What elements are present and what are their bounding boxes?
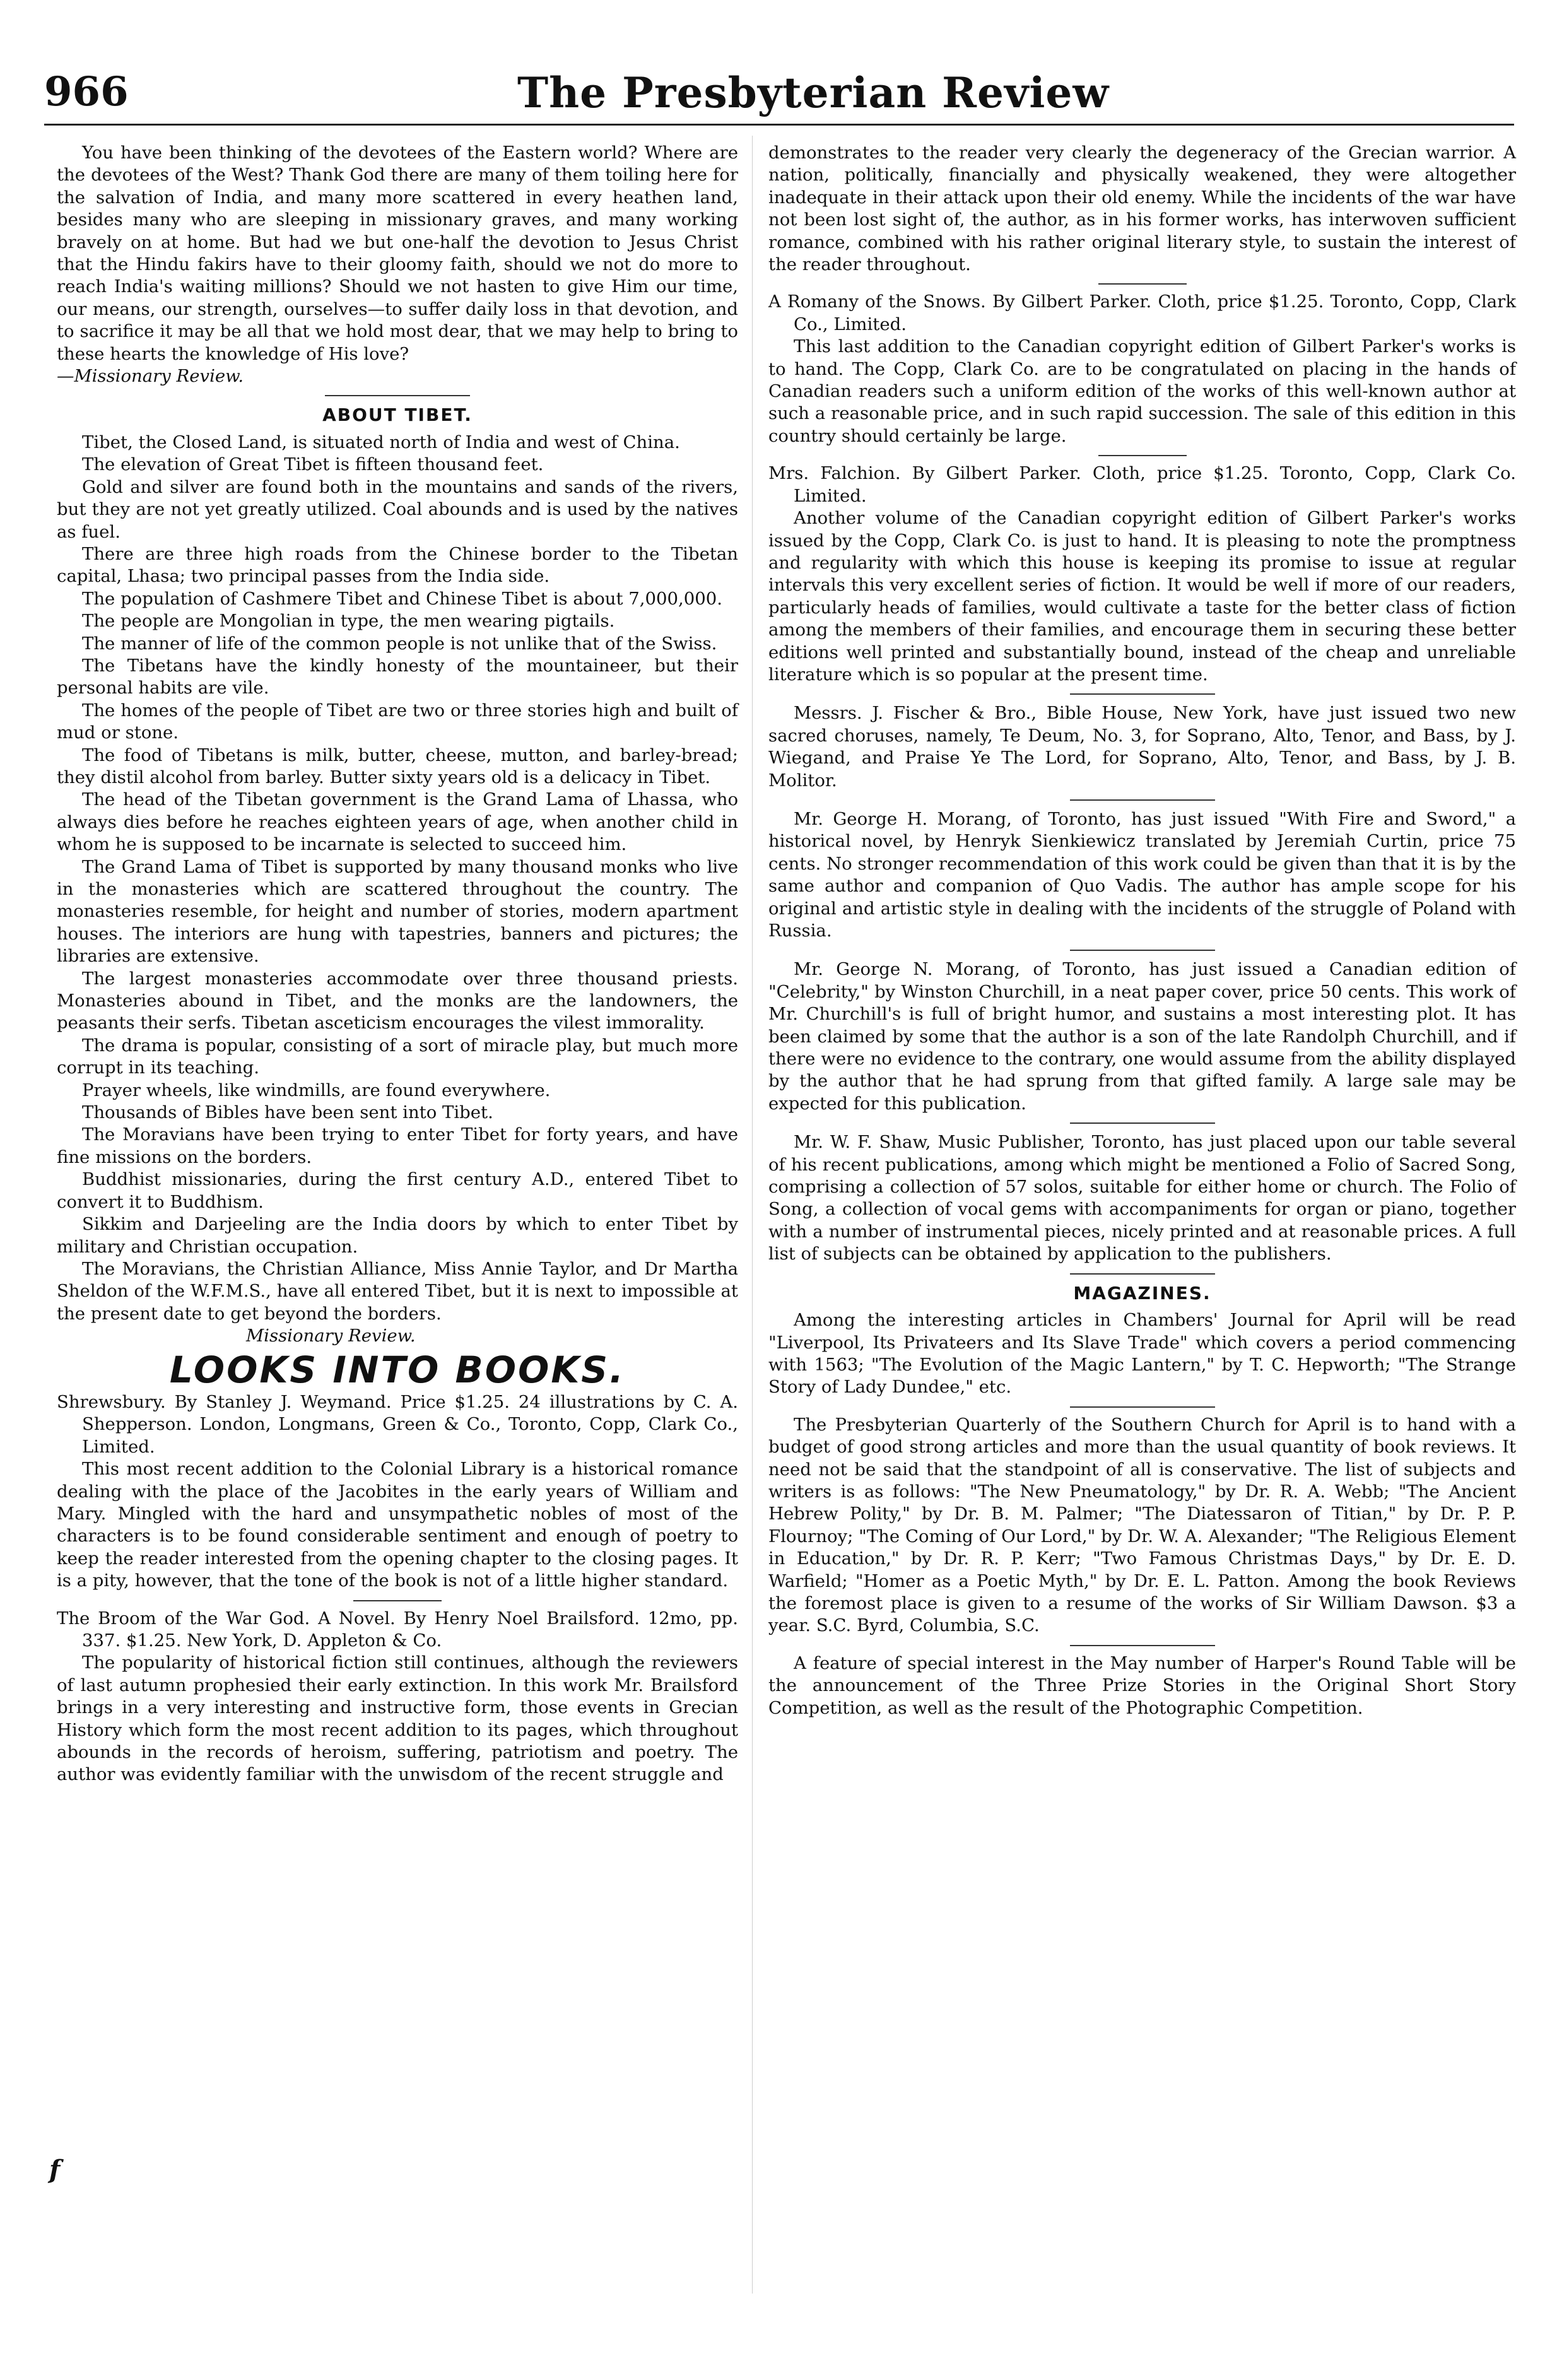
- header-rule: [44, 124, 1514, 126]
- tibet-para: The Grand Lama of Tibet is supported by many thousand monks who live in the monasteries which are scattered throughout the country. The monasteries resemble, for height and number of stories, modern apartment houses. The interiors are hung with tapestries, banners and pictures; the libraries are extensive.: [57, 856, 738, 967]
- magazine-chambers: Among the interesting articles in Chambers' Journal for April will be read "Liverpool, Its Privateers and Its Slave Trade" which covers a period commencing with 1563; "The Evolution of the Magic Lantern," by T. C. Hepworth; "The Strange Story of Lady Dundee," etc.: [768, 1310, 1516, 1398]
- intro-signature: —Missionary Review.: [57, 366, 244, 387]
- tibet-para: The Tibetans have the kindly honesty of the mountaineer, but their personal habits are vile.: [57, 655, 738, 698]
- note-shaw-music: Mr. W. F. Shaw, Music Publisher, Toronto, has just placed upon our table several of his recent publications, among which might be mentioned a Folio of Sacred Song, comprising a collection of 57 solos, suitable for either home or church. The Folio of Song, a collection of vocal gems with accompaniments for organ or piano, together with a number of instrumental pieces, nicely printed and at reasonable prices. A full list of subjects can be obtained by application to the publishers.: [768, 1132, 1516, 1264]
- note-morang-celebrity: Mr. George N. Morang, of Toronto, has just issued a Canadian edition of "Celebrity," by Winston Churchill, in a neat paper cover, price 50 cents. This work of Mr. Churchill's is full of bright humor, and sustains a most interesting plot. It has been claimed by some that the author is a son of the late Randolph Churchill, and if there were no evidence to the contrary, one would assume from the ability displayed by the author that he had sprung from that gifted family. A large sale may be expected for this publication.: [768, 959, 1516, 1114]
- tibet-para: The elevation of Great Tibet is fifteen thousand feet.: [82, 454, 544, 475]
- tibet-para: Sikkim and Darjeeling are the India doors by which to enter Tibet by military and Christian occupation.: [57, 1214, 738, 1257]
- tibet-para: The head of the Tibetan government is the Grand Lama of Lhassa, who always dies before he reaches eighteen years of age, when another child in whom he is supposed to be incarnate is selected to succeed him.: [57, 789, 738, 855]
- tibet-para: The manner of life of the common people is not unlike that of the Swiss.: [82, 633, 717, 654]
- section-rule: [1070, 1645, 1215, 1646]
- section-rule: [1070, 1273, 1215, 1275]
- tibet-para: The Moravians have been trying to enter Tibet for forty years, and have fine missions on the borders.: [57, 1124, 738, 1167]
- tibet-para: The homes of the people of Tibet are two or three stories high and built of mud or stone.: [57, 700, 738, 743]
- tibet-para: Gold and silver are found both in the mountains and sands of the rivers, but they are not yet greatly utilized. Coal abounds and is used by the natives as fuel.: [57, 476, 738, 542]
- section-rule: [1070, 799, 1215, 801]
- tibet-para: The population of Cashmere Tibet and Chinese Tibet is about 7,000,000.: [82, 588, 722, 609]
- review-rule: [1098, 283, 1187, 285]
- section-rule: [1070, 950, 1215, 951]
- section-rule: [1070, 693, 1215, 695]
- tibet-heading: ABOUT TIBET.: [322, 404, 473, 426]
- tibet-para: The Moravians, the Christian Alliance, Miss Annie Taylor, and Dr Martha Sheldon of the W.F.M.S., have all entered Tibet, but it is next to impossible at the present date to get beyond the borders.: [57, 1258, 738, 1324]
- book-review-falchion: Another volume of the Canadian copyright edition of Gilbert Parker's works issued by the Copp, Clark Co. is just to hand. It is pleasing to note the promptness and regularity with which this house is keeping its promise to issue at regular intervals this very excellent series of fiction. It would be well if more of our readers, particularly heads of families, would cultivate a taste for the better class of fiction among the members of their families, and encourage them in securing these better editions well printed and substantially bound, instead of the cheap and unreliable literature which is so popular at the present time.: [768, 508, 1516, 685]
- running-title: The Presbyterian Review: [517, 68, 1110, 117]
- tibet-para: The food of Tibetans is milk, butter, cheese, mutton, and barley-bread; they distil alcohol from barley. Butter sixty years old is a delicacy in Tibet.: [57, 745, 738, 787]
- review-continuation: demonstrates to the reader very clearly the degeneracy of the Grecian warrior. A nation, politically, financially and physically weakened, they were altogether inadequate in their attack upon their old enemy. While the incidents of the war have not been lost sight of, the author, as in his former works, has interwoven sufficient romance, combined with his rather original literary style, to sustain the interest of the reader throughout.: [768, 143, 1516, 275]
- tibet-para: The drama is popular, consisting of a sort of miracle play, but much more corrupt in its teaching.: [57, 1035, 738, 1078]
- margin-mark: f: [49, 2155, 61, 2184]
- section-rule: [1070, 1122, 1215, 1124]
- tibet-para: The people are Mongolian in type, the men wearing pigtails.: [82, 611, 615, 632]
- tibet-para: There are three high roads from the Chinese border to the Tibetan capital, Lhasa; two principal passes from the India side.: [57, 543, 738, 587]
- tibet-para: Tibet, the Closed Land, is situated north of India and west of China.: [82, 432, 680, 452]
- book-heading-shrewsbury: Shrewsbury. By Stanley J. Weymand. Price $1.25. 24 illustrations by C. A. Shepperson. London, Longmans, Green & Co., Toronto, Copp, Clark Co., Limited.: [57, 1391, 738, 1457]
- book-review-romany: This last addition to the Canadian copyright edition of Gilbert Parker's works is to hand. The Copp, Clark Co. are to be congratulated on placing in the hands of Canadian readers such a uniform edition of the works of this well-known author at such a reasonable price, and in such rapid succession. The sale of this edition in this country should certainly be large.: [768, 336, 1516, 446]
- section-rule: [325, 395, 470, 396]
- review-rule: [1098, 455, 1187, 456]
- tibet-para: Prayer wheels, like windmills, are found everywhere.: [82, 1080, 551, 1100]
- book-heading-romany: A Romany of the Snows. By Gilbert Parker. Cloth, price $1.25. Toronto, Copp, Clark Co., Limited.: [768, 292, 1516, 334]
- tibet-signature: Missionary Review.: [246, 1326, 416, 1346]
- section-rule: [1070, 1406, 1215, 1408]
- note-morang-fire-sword: Mr. George H. Morang, of Toronto, has just issued "With Fire and Sword," a historical novel, by Henryk Sienkiewicz translated by Jeremiah Curtin, price 75 cents. No stronger recommendation of this work could be given than that it is by the same author and companion of Quo Vadis. The author has ample scope for his original and artistic style in dealing with the incidents of the struggle of Poland with Russia.: [768, 808, 1516, 941]
- book-heading-war-god: The Broom of the War God. A Novel. By Henry Noel Brailsford. 12mo, pp. 337. $1.25. New York, D. Appleton & Co.: [57, 1608, 738, 1651]
- note-fischer: Messrs. J. Fischer & Bro., Bible House, New York, have just issued two new sacred choruses, namely, Te Deum, No. 3, for Soprano, Alto, Tenor, and Bass, by J. Wiegand, and Praise Ye The Lord, for Soprano, Alto, Tenor, and Bass, by J. B. Molitor.: [768, 703, 1516, 791]
- review-rule: [353, 1600, 442, 1601]
- tibet-para: Thousands of Bibles have been sent into Tibet.: [82, 1102, 493, 1123]
- magazine-presbyterian-quarterly: The Presbyterian Quarterly of the Southern Church for April is to hand with a budget of good strong articles and more than the usual quantity of book reviews. It need not be said that the standpoint of all is conservative. The list of subjects and writers is as follows: "The New Pneumatology," by Dr. R. A. Webb; "The Ancient Hebrew Polity," by Dr. B. M. Palmer; "The Diatessaron of Titian," by Dr. P. P. Flournoy; "The Coming of Our Lord," by Dr. W. A. Alexander; "The Religious Element in Education," by Dr. R. P. Kerr; "Two Famous Christmas Days," by Dr. E. D. Warfield; "Homer as a Poetic Myth," by Dr. E. L. Patton. Among the book Reviews the foremost place is given to a resume of the works of Sir William Dawson. $3 a year. S.C. Byrd, Columbia, S.C.: [768, 1414, 1516, 1636]
- book-review-shrewsbury: This most recent addition to the Colonial Library is a historical romance dealing with the place of the Jacobites in the early years of William and Mary. Mingled with the hard and unsympathetic nobles of most of the characters is to be found considerable sentiment and enough of poetry to keep the reader interested from the opening chapter to the closing pages. It is a pity, however, that the tone of the book is not of a little higher standard.: [57, 1459, 738, 1591]
- magazine-harpers: A feature of special interest in the May number of Harper's Round Table will be the announcement of the Three Prize Stories in the Original Short Story Competition, as well as the result of the Photographic Competition.: [768, 1652, 1516, 1718]
- intro-paragraph: You have been thinking of the devotees of the Eastern world? Where are the devotees of the West? Thank God there are many of them toiling here for the salvation of India, and many more scattered in every heathen land, besides many who are sleeping in missionary graves, and many working bravely on at home. But had we but one-half the devotion to Jesus Christ that the Hindu fakirs have to their gloomy faith, should we not do more to reach India's waiting millions? Should we not hasten to give Him our time, our means, our strength, ourselves—to suffer daily loss in that devotion, and to sacrifice it may be all that we hold most dear, that we may help to bring to these hearts the knowledge of His love?: [57, 143, 738, 364]
- tibet-para: The largest monasteries accommodate over three thousand priests. Monasteries abound in Tibet, and the monks are the landowners, the peasants their serfs. Tibetan asceticism encourages the vilest immorality.: [57, 968, 738, 1034]
- right-column: [768, 142, 1516, 1719]
- page-number: 966: [44, 68, 129, 115]
- book-heading-falchion: Mrs. Falchion. By Gilbert Parker. Cloth, price $1.25. Toronto, Copp, Clark Co. Limited.: [768, 463, 1516, 506]
- column-gutter: [752, 136, 753, 2294]
- left-column: [57, 142, 738, 1786]
- magazines-heading: MAGAZINES.: [1073, 1282, 1211, 1304]
- book-review-war-god: The popularity of historical fiction still continues, although the reviewers of last autumn prophesied their early extinction. In this work Mr. Brailsford brings in a very interesting and instructive form, those events in Grecian History which form the most recent addition to its pages, which throughout abounds in the records of heroism, suffering, patriotism and poetry. The author was evidently familiar with the unwisdom of the recent struggle and: [57, 1652, 738, 1785]
- tibet-para: Buddhist missionaries, during the first century A.D., entered Tibet to convert it to Buddhism.: [57, 1169, 738, 1212]
- books-heading: LOOKS INTO BOOKS.: [169, 1348, 626, 1391]
